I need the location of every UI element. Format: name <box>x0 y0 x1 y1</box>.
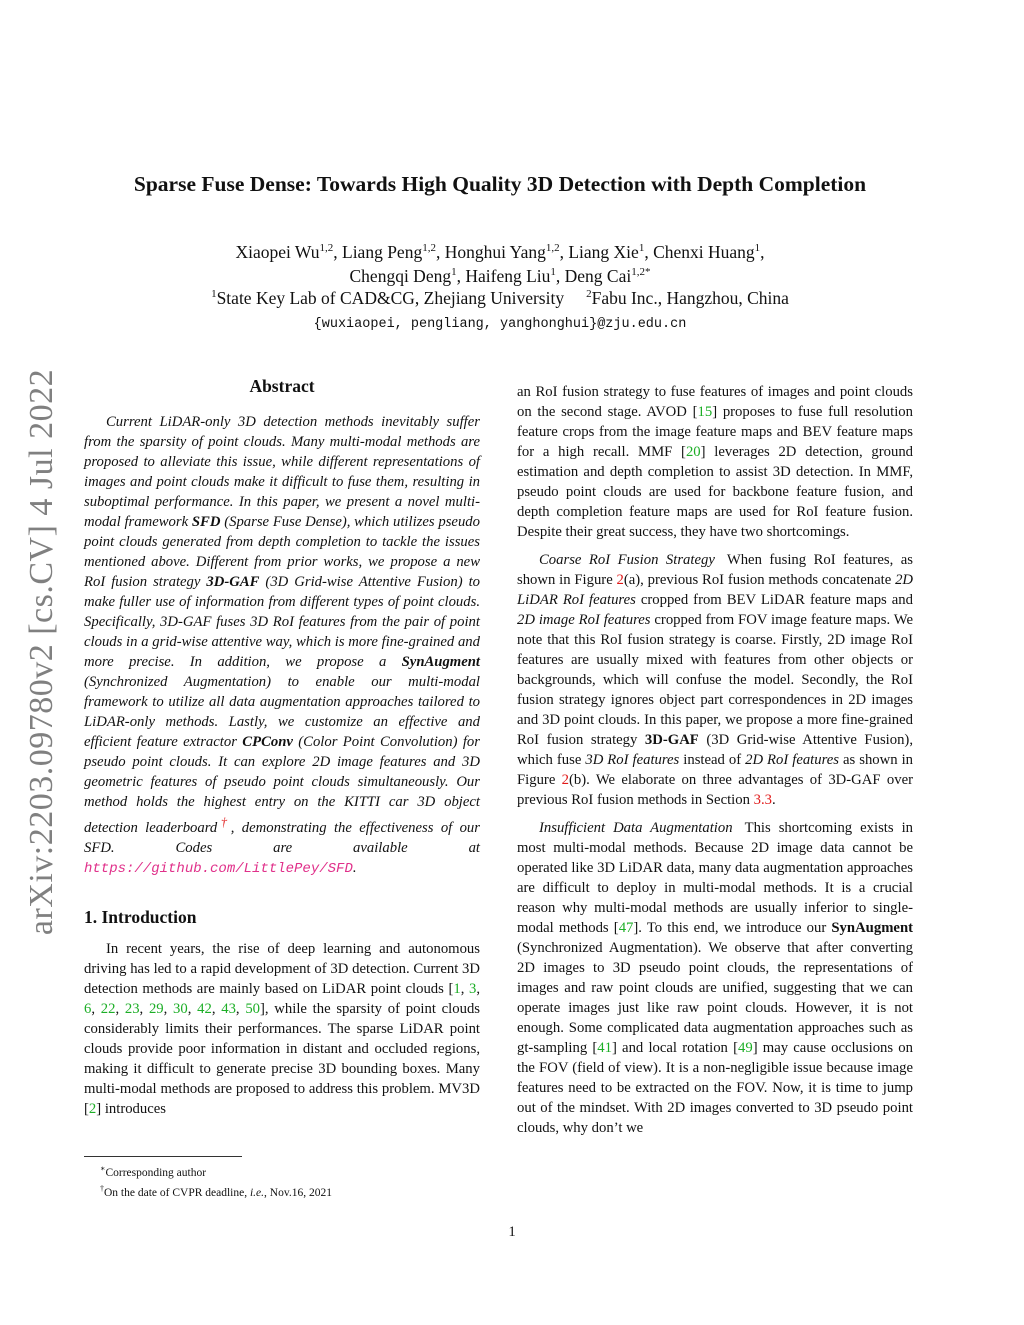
introduction-paragraph: In recent years, the rise of deep learning and autonomous driving has led to a rapid development of 3D detection. Current 3D detection methods are mainly based on LiDAR point clouds [1, 3, 6, 22, 23, 29, 30, 42, 43, 50], while the sparsity of point clouds considerably limits their performances. The sparse LiDAR point clouds provide poor information in distant and occluded regions, making it difficult to generate precise 3D bounding boxes. Many multi-modal methods are proposed to address this problem. MV3D [2] introduces <box>84 940 481 1117</box>
author-affiliation-mark: 1 <box>754 242 761 255</box>
abstract-text: Current LiDAR-only 3D detection methods inevitably suffer from the sparsity of point clouds. Many multi-modal methods are proposed to alleviate this issue, while different representations of images and point clouds make it difficult to fuse them, resulting in suboptimal performance. In this paper, we present a novel multi-modal framework SFD (Sparse Fuse Dense), which utilizes pseudo point clouds generated from depth completion to tackle the issues mentioned above. Different from prior works, we propose a new RoI fusion strategy 3D-GAF (3D Grid-wise Attentive Fusion) to make fuller use of information from different types of point clouds. Specifically, 3D-GAF fuses 3D RoI features from the pair of point clouds in a grid-wise attentive way, which is more fine-grained and more precise. In addition, we propose a SynAugment (Synchronized Augmentation) to enable our multi-modal framework to utilize all data augmentation approaches tailored to LiDAR-only methods. Lastly, we customize an effective and efficient feature extractor CPConv (Color Point Convolution) for pseudo point clouds. It can explore 2D image features and 3D geometric features of pseudo point clouds simultaneously. Our method holds the highest entry on the KITTI car 3D object detection leaderboard†, demonstrating the effectiveness of our SFD. Codes are available at https://github.com/LittlePey/SFD. <box>84 414 480 877</box>
footnotes <box>84 1156 480 1201</box>
citation-link[interactable]: 42 <box>197 1000 212 1017</box>
citation-link[interactable]: 43 <box>221 1000 236 1017</box>
sfd-term: SFD <box>191 514 221 530</box>
coarse-roi-paragraph: Coarse RoI Fusion Strategy When fusing RoI features, as shown in Figure 2(a), previous RoI fusion methods concatenate 2D LiDAR RoI features cropped from BEV LiDAR feature maps and 2D image RoI features cropped from FOV image feature maps. We note that this RoI fusion strategy is coarse. Firstly, 2D image RoI features are usually mixed with features from other objects or backgrounds, which will confuse the model. Secondly, the RoI fusion strategy ignores object part correspondences in 2D images and 3D point clouds. In this paper, we propose a more fine-grained RoI fusion strategy 3D-GAF (3D Grid-wise Attentive Fusion), which fuse 3D RoI features instead of 2D RoI features as shown in Figure 2(b). We elaborate on three advantages of 3D-GAF over previous RoI fusion methods in Section 3.3. <box>517 552 914 808</box>
citation-link[interactable]: 6 <box>84 1000 92 1017</box>
footnote-corresponding: ∗Corresponding author <box>100 1164 207 1179</box>
citation-link[interactable]: 47 <box>618 920 634 936</box>
footnote-cvpr-date: †On the date of CVPR deadline, i.e., Nov.16, 2021 <box>100 1183 332 1199</box>
left-column <box>84 376 480 1119</box>
footnote-dagger-mark[interactable]: † <box>217 815 231 829</box>
paragraph-heading: Insufficient Data Augmentation <box>539 820 733 836</box>
author-affiliation-mark: 1,2 <box>545 242 560 255</box>
author-name: Chenxi Huang <box>653 242 755 262</box>
citation-link[interactable]: 30 <box>173 1000 188 1017</box>
introduction-heading: 1. Introduction <box>84 906 197 927</box>
citation-link[interactable]: 29 <box>148 1000 164 1017</box>
author-list: Xiaopei Wu$^{1,2}$, Liang Peng$^{1,2}$, Honghui Yang$^{1,2}$, Liang Xie$^1$, Chenxi Huang$^1$, Chengqi Deng$^1$, Haifeng Liu$^1$, Deng Cai$^{1,2*}$ <box>235 242 765 286</box>
author-name: Honghui Yang <box>444 242 546 262</box>
citation-link[interactable]: 3 <box>468 980 477 997</box>
author-name: Liang Xie <box>568 242 639 262</box>
3d-gaf-term: 3D-GAF <box>206 574 260 590</box>
data-augmentation-paragraph: Insufficient Data Augmentation This shortcoming exists in most multi-modal methods. Because 2D image data cannot be operated like 3D LiDAR data, many data augmentation approaches are difficult to deploy in multi-modal methods. It is a crucial reason why multi-modal methods are usually inferior to single-modal methods [47]. To this end, we introduce our SynAugment (Synchronized Augmentation). We observe that after converting 2D images to 3D pseudo point clouds, the representations of images and raw point clouds are unified, suggesting that we can operate images just like raw point clouds. However, it is not enough. Some complicated data augmentation approaches such as gt-sampling [41] and local rotation [49] may cause occlusions on the FOV (field of view). It is a non-negligible issue because image features need to be extracted on the FOV. Now, it is time to jump out of the mindset. With 2D images converted to 3D pseudo point clouds, why don’t we <box>517 820 914 1136</box>
arxiv-identifier-stamp <box>16 368 68 936</box>
author-affiliation-mark: 1 <box>451 266 457 279</box>
citation-link[interactable]: 2 <box>88 1100 97 1117</box>
author-name: Liang Peng <box>342 242 423 262</box>
citation-link[interactable]: 1 <box>453 980 461 997</box>
author-name: Xiaopei Wu <box>235 242 320 262</box>
citation-link[interactable]: 20 <box>685 444 701 460</box>
page-number: 1 <box>508 1224 516 1240</box>
citation-link[interactable]: 50 <box>245 1000 260 1017</box>
citation-link[interactable]: 49 <box>738 1040 753 1056</box>
figure-reference-link[interactable]: 2 <box>561 772 570 788</box>
author-affiliation-mark: 1 <box>638 242 645 255</box>
affiliation-2: Fabu Inc., Hangzhou, China <box>591 288 789 308</box>
citation-link[interactable]: 22 <box>100 1000 116 1017</box>
author-affiliation-mark: 1 <box>550 266 556 279</box>
abstract-heading: Abstract <box>249 376 315 396</box>
cpconv-term: CPConv <box>242 734 293 750</box>
author-affiliation-mark: 1,2 <box>319 242 334 255</box>
body-paragraph: an RoI fusion strategy to fuse features of images and point clouds on the second stage. AVOD [15] proposes to fuse full resolution feature crops from the image feature maps and BEV feature maps for a high recall. MMF [20] leverages 2D detection, ground estimation and depth completion to assist 3D detection. In MMF, pseudo point clouds are used for backbone feature fusion, and depth completion feature maps are used for RoI feature fusion. Despite their great success, they have two shortcomings. <box>517 384 914 540</box>
right-column <box>517 382 913 1138</box>
author-name: Chengqi Deng <box>349 266 452 286</box>
figure-reference-link[interactable]: 2 <box>616 572 624 588</box>
citation-link[interactable]: 23 <box>124 1000 140 1017</box>
paper-title: Sparse Fuse Dense: Towards High Quality 3D Detection with Depth Completion <box>133 172 867 196</box>
author-name: Deng Cai <box>564 266 632 286</box>
arxiv-id-text: arXiv:2203.09780v2 [cs.CV] 4 Jul 2022 <box>23 368 60 936</box>
footnote-rule <box>84 1156 242 1157</box>
author-name: Haifeng Liu <box>465 266 551 286</box>
code-repository-link[interactable]: https://github.com/LittlePey/SFD <box>84 860 353 877</box>
paragraph-heading: Coarse RoI Fusion Strategy <box>539 552 715 568</box>
email-text: {wuxiaopei, pengliang, yanghonghui}@zju.edu.cn <box>313 317 687 332</box>
affiliations: $^1$State Key Lab of CAD&CG, Zhejiang University $^2$Fabu Inc., Hangzhou, China <box>211 288 789 308</box>
author-emails <box>100 316 900 332</box>
citation-link[interactable]: 41 <box>597 1040 612 1056</box>
citation-link[interactable]: 15 <box>697 404 713 420</box>
synaugment-term: SynAugment <box>401 654 480 670</box>
author-affiliation-mark: 1,2* <box>631 266 651 279</box>
author-affiliation-mark: 1,2 <box>422 242 436 255</box>
affiliation-1: State Key Lab of CAD&CG, Zhejiang University <box>216 288 565 308</box>
section-reference-link[interactable]: 3.3 <box>753 792 772 808</box>
